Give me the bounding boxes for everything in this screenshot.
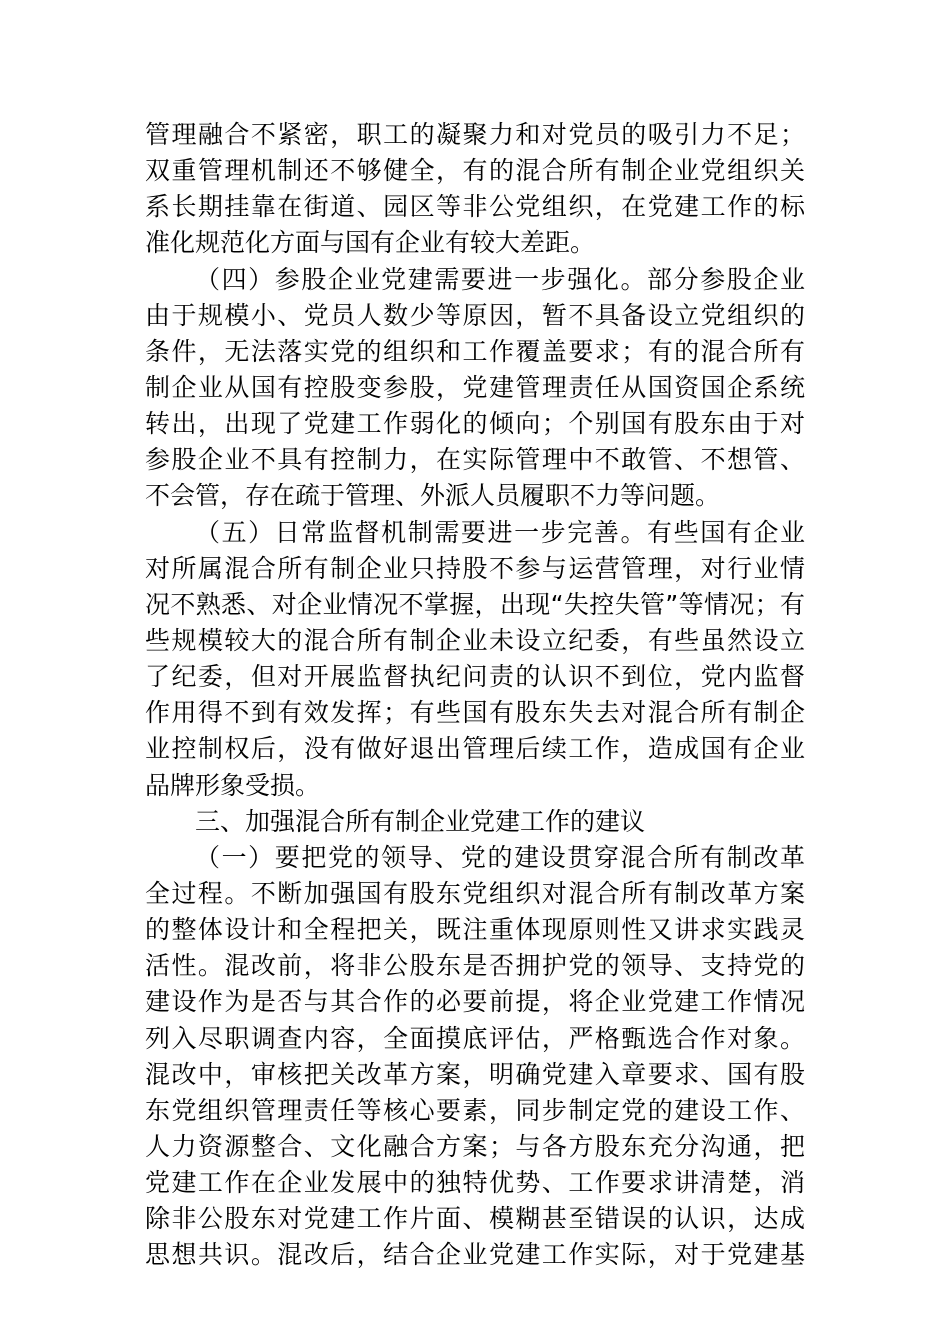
text-line: 准化规范化方面与国有企业有较大差距。 [145,228,596,258]
paragraph-supervision-mechanism [145,515,805,804]
text-line: 活性。混改前，将非公股东是否拥护党的领导、支持党的 [145,951,805,981]
text-line: （四）参股企业党建需要进一步强化。部分参股企业 [195,264,805,294]
section-heading: 三、加强混合所有制企业党建工作的建议 [195,806,646,836]
text-line: 双重管理机制还不够健全，有的混合所有制企业党组织关 [145,156,805,186]
text-line: 况不熟悉、对企业情况不掌握，出现“失控失管”等情况；有 [145,589,805,619]
text-line: 品牌形象受损。 [145,770,321,800]
text-line: 业控制权后，没有做好退出管理后续工作，造成国有企业 [145,734,805,764]
text-line: 管理融合不紧密，职工的凝聚力和对党员的吸引力不足； [145,120,805,149]
text-line: 了纪委，但对开展监督执纪问责的认识不到位，党内监督 [145,662,805,692]
paragraph-party-leadership-reform [145,840,805,1274]
text-line: 作用得不到有效发挥；有些国有股东失去对混合所有制企 [145,698,805,728]
text-line: 系长期挂靠在街道、园区等非公党组织，在党建工作的标 [145,192,805,222]
text-line: 全过程。不断加强国有股东党组织对混合所有制改革方案 [145,878,805,908]
paragraph-shareholding-party-building [145,262,805,515]
text-line: 建设作为是否与其合作的必要前提，将企业党建工作情况 [145,987,805,1017]
text-line: （五）日常监督机制需要进一步完善。有些国有企业 [195,517,805,547]
text-line: 制企业从国有控股变参股，党建管理责任从国资国企系统 [145,372,805,402]
text-line: 的整体设计和全程把关，既注重体现原则性又讲求实践灵 [145,915,805,945]
paragraph-management-integration [145,117,805,262]
text-line: 条件，无法落实党的组织和工作覆盖要求；有的混合所有 [145,336,805,366]
text-line: 党建工作在企业发展中的独特优势、工作要求讲清楚，消 [145,1168,805,1198]
text-line: 些规模较大的混合所有制企业未设立纪委，有些虽然设立 [145,625,805,655]
text-line: 对所属混合所有制企业只持股不参与运营管理，对行业情 [145,553,805,583]
text-line: 参股企业不具有控制力，在实际管理中不敢管、不想管、 [145,445,805,475]
text-line: （一）要把党的领导、党的建设贯穿混合所有制改革 [195,842,805,872]
text-line: 由于规模小、党员人数少等原因，暂不具备设立党组织的 [145,300,805,330]
section-heading-recommendations [145,804,805,840]
document-body [145,117,805,1274]
text-line: 混改中，审核把关改革方案，明确党建入章要求、国有股 [145,1059,805,1089]
text-line: 东党组织管理责任等核心要素，同步制定党的建设工作、 [145,1095,805,1125]
text-line: 列入尽职调查内容，全面摸底评估，严格甄选合作对象。 [145,1023,805,1053]
text-line: 除非公股东对党建工作片面、模糊甚至错误的认识，达成 [145,1204,805,1234]
text-line: 人力资源整合、文化融合方案；与各方股东充分沟通，把 [145,1131,805,1161]
text-line: 转出，出现了党建工作弱化的倾向；个别国有股东由于对 [145,409,805,439]
text-line: 不会管，存在疏于管理、外派人员履职不力等问题。 [145,481,721,511]
text-line: 思想共识。混改后，结合企业党建工作实际，对于党建基 [145,1240,805,1270]
